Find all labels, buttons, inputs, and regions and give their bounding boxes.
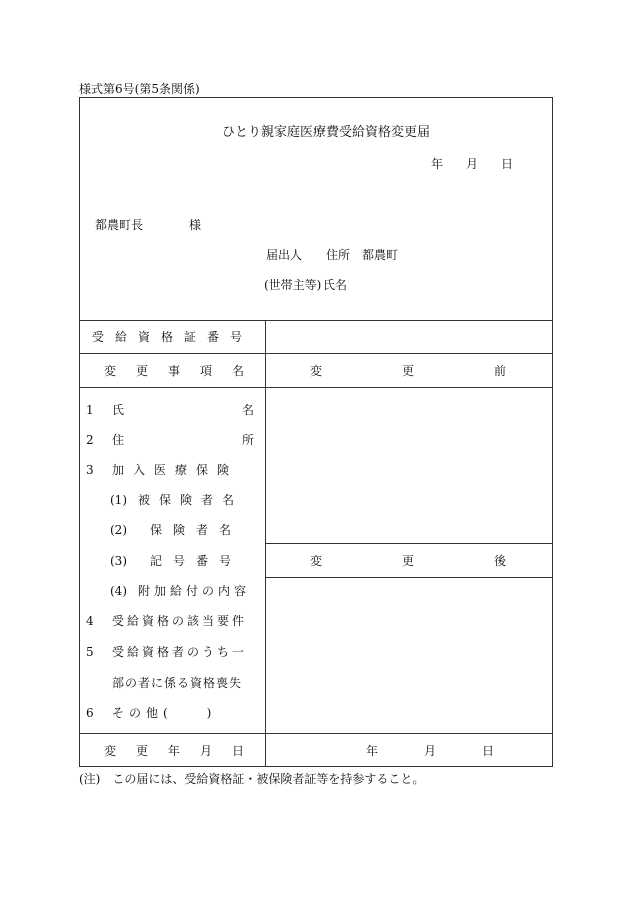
item-3-3-num: (3) bbox=[110, 554, 127, 568]
item-3-1-text: 被保険者名 bbox=[138, 493, 244, 507]
item-2-text-b: 所 bbox=[241, 433, 254, 447]
after-field[interactable] bbox=[268, 580, 550, 730]
item-1-text-b: 名 bbox=[241, 403, 254, 417]
item-5-cont-text: 部の者に係る資格喪失 bbox=[112, 676, 243, 690]
name-prefix: (世帯主等) bbox=[264, 278, 322, 292]
addressee-honorific: 様 bbox=[189, 218, 202, 232]
row-divider-5 bbox=[265, 577, 553, 578]
change-date-year: 年 bbox=[366, 744, 379, 758]
addressee-name: 都農町長 bbox=[95, 218, 144, 232]
item-3-2-num: (2) bbox=[110, 523, 127, 537]
item-3-num: 3 bbox=[86, 463, 94, 477]
row-divider-3 bbox=[79, 387, 553, 388]
change-date-label: 変更年月日 bbox=[104, 744, 265, 758]
item-6-text: その他( ) bbox=[112, 706, 217, 720]
after-label: 変更後 bbox=[310, 554, 587, 568]
certificate-number-label-text: 受給資格証番号 bbox=[92, 330, 254, 344]
item-5-text: 受給資格者のうち一 bbox=[112, 645, 248, 659]
change-date-day: 日 bbox=[482, 744, 495, 758]
row-divider-1 bbox=[79, 320, 553, 321]
footnote: (注) この届には、受給資格証・被保険者証等を持参すること。 bbox=[79, 772, 425, 786]
item-4-text: 受給資格の該当要件 bbox=[112, 614, 248, 628]
item-3-2-text: 保険者名 bbox=[150, 523, 243, 537]
form-title: ひとり親家庭医療費受給資格変更届 bbox=[222, 125, 431, 140]
item-1-text-a: 氏 bbox=[112, 403, 125, 417]
item-5-num: 5 bbox=[86, 645, 94, 659]
item-1-num: 1 bbox=[86, 403, 94, 417]
row-divider-2 bbox=[79, 353, 553, 354]
submit-date-year: 年 bbox=[431, 157, 444, 171]
address-label: 住所 bbox=[326, 248, 351, 262]
item-3-3-text: 記号番号 bbox=[150, 554, 243, 568]
change-item-label: 変更事項名 bbox=[104, 364, 265, 378]
item-3-1-num: (1) bbox=[110, 493, 127, 507]
item-2-num: 2 bbox=[86, 433, 94, 447]
item-4-num: 4 bbox=[86, 614, 94, 628]
row-divider-4 bbox=[265, 543, 553, 544]
change-date-month: 月 bbox=[424, 744, 437, 758]
form-number-label: 様式第6号(第5条関係) bbox=[79, 82, 200, 96]
item-6-num: 6 bbox=[86, 706, 94, 720]
before-label: 変更前 bbox=[310, 364, 587, 378]
name-label: 氏名 bbox=[323, 278, 348, 292]
item-3-4-text: 附加給付の内容 bbox=[138, 584, 251, 598]
certificate-number-label bbox=[92, 330, 254, 344]
item-1 bbox=[112, 403, 254, 417]
item-2-text-a: 住 bbox=[112, 433, 125, 447]
row-divider-6 bbox=[79, 733, 553, 734]
submit-date-month: 月 bbox=[466, 157, 479, 171]
column-divider bbox=[265, 320, 266, 767]
before-field[interactable] bbox=[268, 390, 550, 540]
submit-date-day: 日 bbox=[501, 157, 514, 171]
item-3-4-num: (4) bbox=[110, 584, 127, 598]
applicant-label: 届出人 bbox=[266, 248, 303, 262]
item-3-text: 加入医療保険 bbox=[112, 463, 239, 477]
certificate-number-field[interactable] bbox=[268, 322, 550, 352]
address-value: 都農町 bbox=[362, 248, 399, 262]
item-2 bbox=[112, 433, 254, 447]
